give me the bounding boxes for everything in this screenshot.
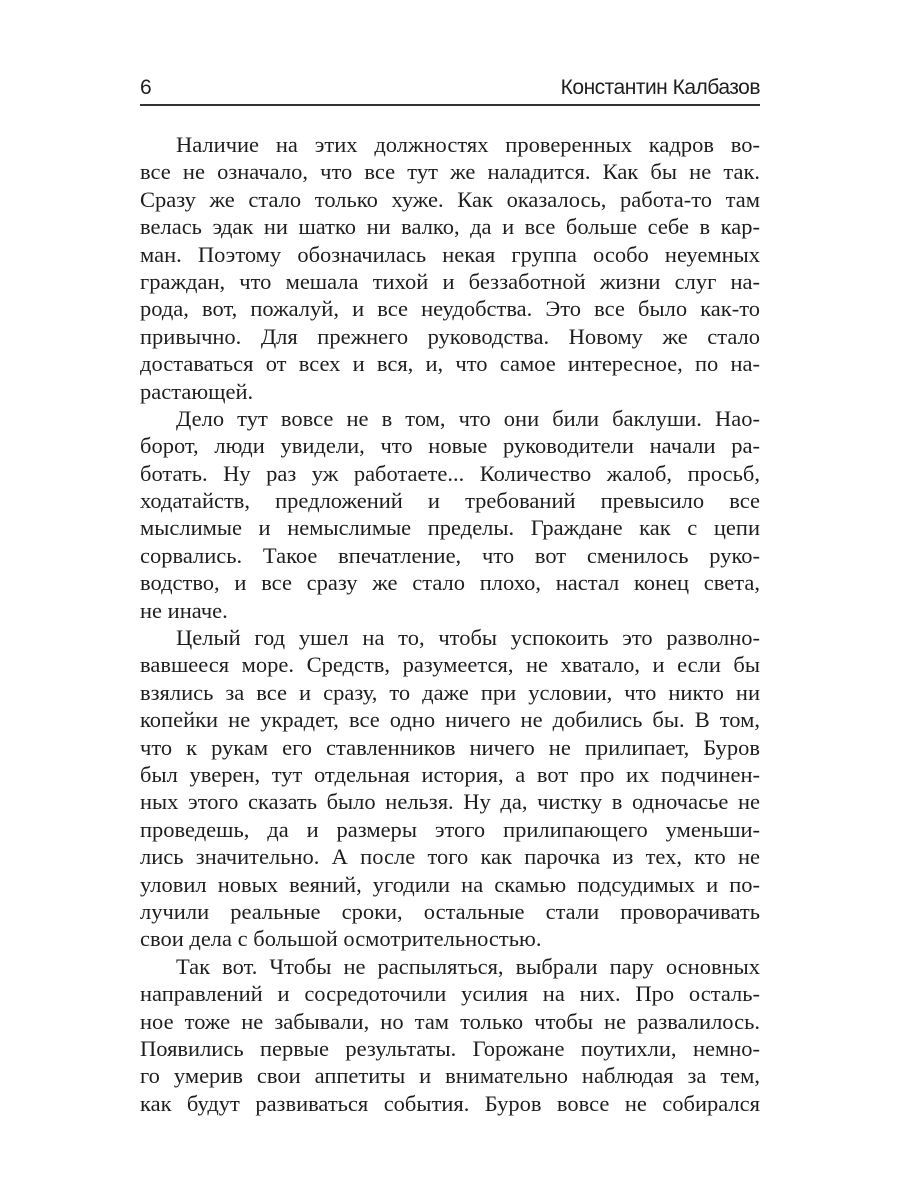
paragraph bbox=[140, 405, 760, 624]
text-line: водство, и все сразу же стало плохо, настал конец света, bbox=[140, 570, 760, 596]
text-line: ботать. Ну раз уж работаете... Количество жалоб, просьб, bbox=[140, 460, 760, 486]
running-header bbox=[140, 74, 760, 104]
text-line: Так вот. Чтобы не распыляться, выбрали пару основных bbox=[176, 953, 760, 979]
text-line: борот, люди увидели, что новые руководители начали ра- bbox=[140, 433, 760, 459]
text-line: копейки не украдет, все одно ничего не добились бы. В том, bbox=[140, 707, 760, 733]
text-line: ходатайств, предложений и требований превысило все bbox=[140, 488, 760, 514]
text-line: вавшееся море. Средств, разумеется, не хватало, и если бы bbox=[140, 652, 760, 678]
text-line: был уверен, тут отдельная история, а вот про их подчинен- bbox=[140, 761, 760, 787]
text-line: доставаться от всех и вся, и, что самое интересное, по на- bbox=[140, 351, 760, 377]
page-number: 6 bbox=[140, 76, 152, 99]
text-line: лись значительно. А после того как парочка из тех, кто не bbox=[140, 844, 760, 870]
text-line: не иначе. bbox=[140, 597, 228, 623]
text-line: го умерив свои аппетиты и внимательно наблюдая за тем, bbox=[140, 1063, 760, 1089]
text-line: что к рукам его ставленников ничего не прилипает, Буров bbox=[140, 734, 760, 760]
text-line: направлений и сосредоточили усилия на них. Про осталь- bbox=[140, 981, 760, 1007]
header-rule bbox=[140, 104, 760, 106]
text-line: ное тоже не забывали, но там только чтобы не развалилось. bbox=[140, 1008, 760, 1034]
text-line: Появились первые результаты. Горожане поутихли, немно- bbox=[140, 1035, 760, 1061]
body-text bbox=[140, 131, 760, 1117]
text-line: уловил новых веяний, угодили на скамью подсудимых и по- bbox=[140, 871, 760, 897]
paragraph bbox=[140, 131, 760, 405]
text-line: как будут развиваться события. Буров вовсе не собирался bbox=[140, 1090, 760, 1116]
paragraph bbox=[140, 953, 760, 1117]
text-line: взялись за все и сразу, то даже при условии, что никто ни bbox=[140, 679, 760, 705]
text-line: рода, вот, пожалуй, и все неудобства. Это все было как-то bbox=[140, 296, 760, 322]
text-line: все не означало, что все тут же наладится. Как бы не так. bbox=[140, 159, 760, 185]
text-line: Целый год ушел на то, чтобы успокоить это разволно- bbox=[176, 625, 760, 651]
text-line: сорвались. Такое впечатление, что вот сменилось руко- bbox=[140, 542, 760, 568]
text-line: привычно. Для прежнего руководства. Новому же стало bbox=[140, 323, 760, 349]
text-line: проведешь, да и размеры этого прилипающего уменьши- bbox=[140, 816, 760, 842]
text-line: Наличие на этих должностях проверенных кадров во- bbox=[176, 132, 760, 157]
text-line: растающей. bbox=[140, 378, 254, 404]
text-line: лучили реальные сроки, остальные стали проворачивать bbox=[140, 898, 760, 924]
text-line: Дело тут вовсе не в том, что они били баклуши. Нао- bbox=[176, 405, 760, 431]
text-line: ных этого сказать было нельзя. Ну да, чистку в одночасье не bbox=[140, 789, 760, 815]
text-line: велась эдак ни шатко ни валко, да и все больше себе в кар- bbox=[140, 214, 760, 240]
text-line: Сразу же стало только хуже. Как оказалось, работа-то там bbox=[140, 186, 760, 212]
text-line: свои дела с большой осмотрительностью. bbox=[140, 926, 542, 952]
running-head-author: Константин Калбазов bbox=[560, 76, 760, 99]
text-line: граждан, что мешала тихой и беззаботной жизни слуг на- bbox=[140, 268, 760, 294]
paragraph bbox=[140, 624, 760, 953]
text-line: мыслимые и немыслимые пределы. Граждане как с цепи bbox=[140, 515, 760, 541]
text-line: ман. Поэтому обозначилась некая группа особо неуемных bbox=[140, 241, 760, 267]
